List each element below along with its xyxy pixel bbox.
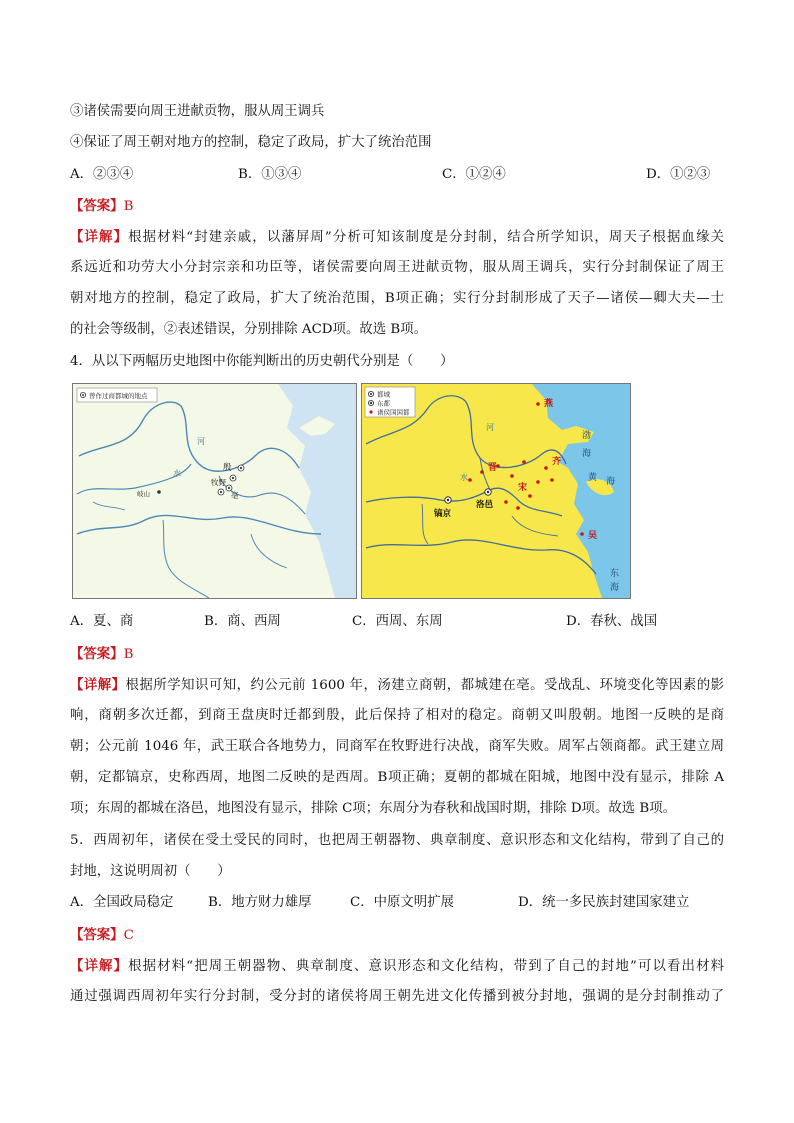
map2-label-haojing: 镐京 — [434, 509, 452, 519]
map2-label-dong: 东 — [610, 569, 620, 579]
map2-label-qi: 齐 — [552, 457, 562, 467]
answer-tag: 【答案】 — [70, 198, 124, 214]
map2-label-sea: 海 — [582, 449, 592, 459]
q4-detail-line: 朝；公元前 1046 年，武王联合各地势力，同商军在牧野进行决战，商军失败。周军占领商都。武王建立周 — [70, 739, 724, 754]
q5-detail-line: 【详解】根据材料“把周王朝器物、典章制度、意识形态和文化结构，带到了自己的封地”可以看出材料 — [70, 958, 724, 974]
map1-label-bo: 亳 — [231, 491, 239, 500]
western-zhou-map — [361, 383, 631, 599]
q4-question: 4．从以下两幅历史地图中你能判断出的历史朝代分别是（ ） — [70, 354, 454, 369]
q4-choice-b: B．商、西周 — [204, 614, 281, 629]
map2-legend-eastern-capital: 东都 — [377, 399, 390, 408]
q4-choice-d: D．春秋、战国 — [566, 614, 658, 629]
map2-label-wu: 吴 — [588, 531, 598, 541]
detail-tag: 【详解】 — [70, 677, 126, 693]
q3-option-3: ③诸侯需要向周王进献贡物，服从周王调兵 — [70, 104, 325, 119]
q3-choice-d: D．①②③ — [646, 167, 711, 182]
map1-label-he: 河 — [197, 437, 205, 446]
answer-tag: 【答案】 — [70, 646, 124, 662]
q4-detail-line: 【详解】根据所学知识可知，约公元前 1600 年，汤建立商朝，都城建在亳。受战乱、环境变化等因素的影 — [70, 677, 725, 693]
detail-tag: 【详解】 — [70, 229, 129, 245]
map2-label-sea: 海 — [606, 477, 616, 487]
map2-legend-vassal-capital: 诸侯国国都 — [377, 408, 410, 417]
map2-label-jin: 晋 — [488, 463, 498, 473]
map2-graphic — [362, 384, 630, 598]
q3-choice-c: C．①②④ — [442, 167, 506, 182]
map1-label-qishan: 岐山 — [137, 490, 150, 498]
map2-label-luoyi: 洛邑 — [476, 500, 494, 510]
map2-label-shui: 水 — [460, 473, 468, 482]
answer-tag: 【答案】 — [70, 927, 124, 943]
map1-label-yin: 殷 — [223, 463, 232, 473]
q5-question-line: 5．西周初年，诸侯在受土受民的同时，也把周王朝器物、典章制度、意识形态和文化结构，带到了自己的 — [70, 833, 724, 848]
map1-graphic — [73, 384, 356, 598]
answer-value: B — [123, 647, 134, 662]
map2-label-yan: 燕 — [544, 399, 554, 409]
q4-answer — [70, 645, 133, 664]
q4-choice-c: C．西周、东周 — [352, 614, 443, 629]
q3-answer — [70, 197, 133, 216]
map2-label-huang: 黄 — [588, 473, 598, 483]
map2-label-bo-sea: 渤 — [582, 431, 592, 441]
shang-capitals-map — [72, 383, 357, 599]
q5-answer — [70, 926, 134, 945]
q5-question-line: 封地，这说明周初（ ） — [70, 864, 231, 879]
q5-choice-a: A．全国政局稳定 — [70, 895, 174, 910]
q5-choice-d: D．统一多民族封建国家建立 — [518, 895, 690, 910]
q5-choice-c: C．中原文明扩展 — [350, 895, 454, 910]
answer-value: C — [123, 928, 134, 943]
map1-label-shui: 水 — [173, 469, 181, 478]
q3-detail-line: 的社会等级制，②表述错误，分别排除 ACD项。故选 B项。 — [70, 322, 427, 337]
map2-legend-capital: 都城 — [377, 390, 390, 399]
map2-label-he: 河 — [486, 423, 494, 432]
q3-choice-a: A．②③④ — [70, 167, 134, 182]
answer-value: B — [123, 199, 134, 214]
map1-label-muye: 牧野 — [211, 478, 226, 487]
q3-detail-line: 【详解】根据材料“封建亲戚，以藩屏周”分析可知该制度是分封制，结合所学知识，周天子根据血缘关 — [70, 229, 724, 245]
q3-detail-line: 朝对地方的控制，稳定了政局，扩大了统治范围，B项正确；实行分封制形成了天子—诸侯—卿大夫—士 — [70, 291, 724, 306]
q4-detail-line: 响，商朝多次迁都，到商王盘庚时迁都到殷，此后保持了相对的稳定。商朝又叫殷朝。地图一反映的是商 — [70, 708, 724, 723]
q4-detail-line: 朝，定都镐京，史称西周，地图二反映的是西周。B项正确；夏朝的都城在阳城，地图中没有显示，排除 A — [70, 770, 724, 785]
q5-choice-b: B．地方财力雄厚 — [208, 895, 312, 910]
q3-choice-b: B．①③④ — [238, 167, 302, 182]
q4-choice-a: A．夏、商 — [70, 614, 134, 629]
q5-detail-line: 通过强调西周初年实行分封制，受分封的诸侯将周王朝先进文化传播到被分封地，强调的是分封制推动了 — [70, 989, 724, 1004]
q4-detail-line: 项；东周的都城在洛邑，地图没有显示，排除 C项；东周分为春秋和战国时期，排除 D项。故选 B项。 — [70, 801, 676, 816]
map2-label-sea: 海 — [610, 583, 620, 593]
map1-legend-text: 曾作过商都城的地点 — [89, 392, 148, 400]
q3-option-4: ④保证了周王朝对地方的控制，稳定了政局，扩大了统治范围 — [70, 135, 432, 150]
q3-detail-line: 系远近和功劳大小分封宗亲和功臣等，诸侯需要向周王进献贡物，服从周王调兵，实行分封制保证了周王 — [70, 260, 724, 275]
detail-tag: 【详解】 — [70, 958, 129, 974]
map2-label-song: 宋 — [518, 483, 528, 493]
